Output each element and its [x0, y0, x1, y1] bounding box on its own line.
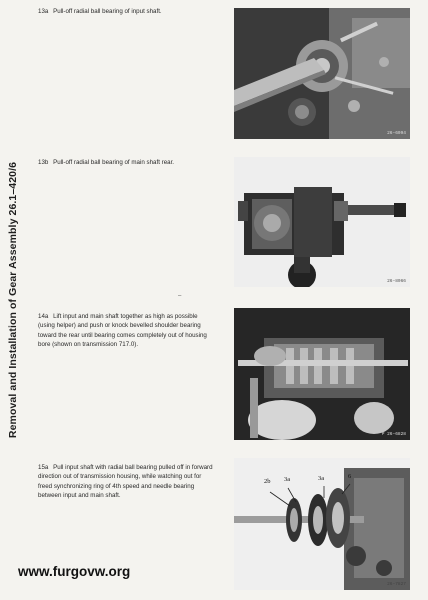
margin-tick: –: [178, 293, 182, 299]
step-13b-text: [38, 158, 214, 167]
step-number: 14a: [38, 313, 49, 320]
photo-ref: 26–8066: [387, 279, 406, 284]
photo-ref: 26–7827: [387, 582, 406, 587]
photo-14a-image: [234, 308, 410, 440]
photo-15a: [234, 458, 410, 590]
photo-13b: [234, 157, 410, 287]
photo-callout: 3a: [318, 475, 325, 482]
step-13a-text: [38, 7, 214, 16]
photo-ref: 26–6094: [387, 131, 406, 136]
step-number: 13a: [38, 8, 49, 15]
photo-callout: 2b: [264, 478, 271, 485]
photo-13b-image: [234, 157, 410, 287]
step-description: Pull input shaft with radial ball bearing pulled off in forward direction out of transmission housing, while watching out for freed synchronizing ring of 4th speed and needle bearing between input and main shaft.: [38, 464, 213, 500]
step-description: Lift input and main shaft together as high as possible (using helper) and push or knock bevelled shoulder bearing toward the rear until bearing comes completely out of housing bore (shown on transmission 717.0).: [38, 313, 207, 349]
step-number: 13b: [38, 159, 49, 166]
photo-callout: 3a: [284, 476, 291, 483]
step-description: Pull-off radial ball bearing of input shaft.: [53, 8, 162, 15]
step-14a-text: [38, 312, 214, 350]
step-description: Pull-off radial ball bearing of main shaft rear.: [53, 159, 175, 166]
side-title: [2, 0, 24, 600]
photo-13a-image: [234, 8, 410, 139]
photo-ref: P 26–6828: [381, 432, 406, 437]
photo-13a: [234, 8, 410, 139]
side-title-text: Removal and Installation of Gear Assembly 26.1–420/6: [7, 161, 19, 439]
step-number: 15a: [38, 464, 49, 471]
photo-callout: 6: [348, 473, 352, 480]
step-15a-text: [38, 463, 214, 501]
photo-14a: [234, 308, 410, 440]
watermark: www.furgovw.org: [18, 564, 131, 579]
